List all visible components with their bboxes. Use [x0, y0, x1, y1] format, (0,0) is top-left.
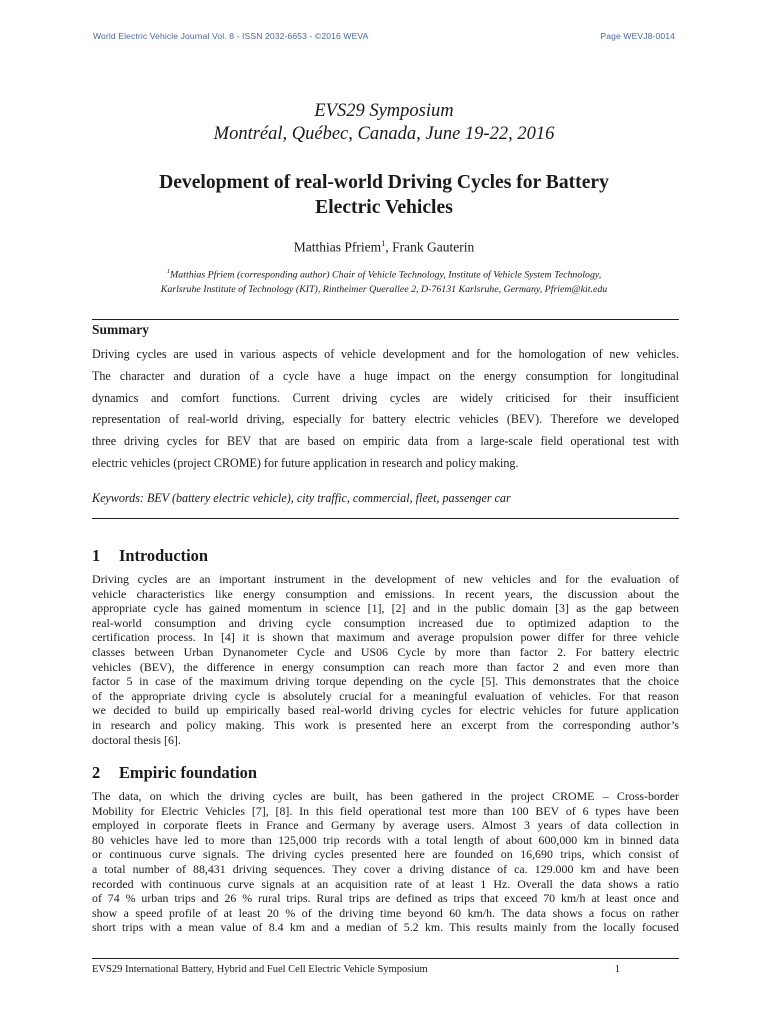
body-line: a total number of 88,431 driving sequences. They cover a driving distance of ca. 129.000 km and have been — [92, 861, 679, 876]
summary-heading: Summary — [92, 322, 149, 337]
body-line: Mobility for Electric Vehicles [7], [8]. In this field operational test more than 100 BEV of 6 types have been — [92, 803, 679, 818]
body-line: or continuous curve signals. The driving cycles presented here are founded on 16,690 trips, which consist of — [92, 847, 679, 862]
body-line: Driving cycles are an important instrument in the development of new vehicles and for the evaluation of — [92, 572, 679, 586]
affiliation-line-2: Karlsruhe Institute of Technology (KIT), Rintheimer Querallee 2, D-76131 Karlsruhe, Germany, Pfriem@kit.edu — [160, 284, 608, 296]
author-1-mark: 1 — [381, 238, 386, 248]
affiliation-mark: 1 — [166, 268, 171, 275]
section-2-body — [92, 789, 679, 935]
page-id: Page WEVJ8-0014 — [600, 31, 675, 41]
summary-text — [92, 344, 679, 475]
body-line: real-world consumption and driving cycle consumption increased due to optimized adaption to the — [92, 615, 679, 630]
body-line: appropriate cycle has gained momentum in science [1], [2] and in the public domain [3] as the gap between — [92, 601, 679, 616]
running-header — [93, 31, 675, 45]
body-line: recorded with continuous curve signals at an acquisition rate of at least 1 Hz. Overall the data shows a ratio — [92, 876, 679, 891]
conference-location-date: Montréal, Québec, Canada, June 19-22, 2016 — [213, 124, 555, 144]
body-line: factor 5 in case of the maximum driving torque depending on the cycle [5]. This demonstrates that the choice — [92, 674, 679, 689]
section-1-title: Introduction — [119, 546, 208, 565]
body-line: doctoral thesis [6]. — [92, 732, 181, 747]
footer-text: EVS29 International Battery, Hybrid and Fuel Cell Electric Vehicle Symposium — [92, 964, 428, 975]
summary-top-rule — [92, 319, 679, 320]
author-1: Matthias Pfriem — [293, 239, 382, 255]
keywords: Keywords: BEV (battery electric vehicle), city traffic, commercial, fleet, passenger car — [92, 491, 511, 505]
title-line-2: Electric Vehicles — [315, 197, 453, 218]
section-1-heading — [92, 546, 208, 566]
footer-rule — [92, 958, 679, 959]
page-number: 1 — [614, 964, 620, 975]
body-line: classes between Urban Dynanometer Cycle and US06 Cycle by more than factor 2. For battery electric — [92, 644, 679, 659]
paper-title — [92, 170, 676, 220]
title-line-1: Development of real-world Driving Cycles for Battery — [159, 172, 609, 193]
section-1-number: 1 — [92, 546, 101, 565]
summary-line: three driving cycles for BEV that are based on empiric data from a large-scale field operational test with — [92, 434, 679, 449]
body-line: in research and policy making. This work is presented here an excerpt from the corresponding author’s — [92, 717, 679, 732]
body-line: vehicle characteristics like energy consumption and emissions. In recent years, the discussion about the — [92, 586, 679, 601]
section-2-number: 2 — [92, 763, 101, 782]
affiliation-line-1: Matthias Pfriem (corresponding author) Chair of Vehicle Technology, Institute of Vehicle System Technology, — [170, 269, 602, 281]
summary-line: representation of real-world driving, especially for battery electric vehicles (BEV). Therefore we developed — [92, 412, 679, 427]
conference-name: EVS29 Symposium — [314, 101, 454, 121]
summary-bottom-rule — [92, 518, 679, 519]
affiliation — [92, 264, 676, 297]
body-line: show a speed profile of at least 20 % of the driving time beyond 60 km/h. The data shows a focus on rather — [92, 905, 679, 920]
summary-line: electric vehicles (project CROME) for future application in research and policy making. — [92, 455, 519, 470]
section-2-title: Empiric foundation — [119, 763, 257, 782]
author-list — [0, 238, 768, 256]
body-line: employed in corporate fleets in France and Germany by average users. Almost 3 years of data collection in — [92, 818, 679, 833]
summary-line: dynamics and comfort functions. Current driving cycles are widely criticised for their insufficient — [92, 390, 679, 405]
body-line: short trips with a mean value of 8.4 km and a median of 5.2 km. This results mainly from the locally focused — [92, 920, 679, 935]
page-footer — [92, 961, 679, 975]
summary-line: Driving cycles are used in various aspects of vehicle development and for the homologation of new vehicles. — [92, 347, 679, 361]
journal-line: World Electric Vehicle Journal Vol. 8 - ISSN 2032-6653 - ©2016 WEVA — [93, 31, 369, 41]
author-2: , Frank Gauterin — [385, 239, 475, 255]
body-line: 80 vehicles have led to more than 125,000 trip records with a total length of about 600,000 km in binned data — [92, 832, 679, 847]
section-1-body — [92, 572, 679, 747]
body-line: certification process. In [4] it is shown that maximum and average propulsion power differ for three vehicle — [92, 630, 679, 645]
conference-info — [0, 100, 768, 146]
body-line: vehicles (BEV), the difference in energy consumption can reach more than factor 2 and even more than — [92, 659, 679, 674]
body-line: of 74 % urban trips and 26 % rural trips. Rural trips are defined as trips that exceed 70 km/h at least once and — [92, 891, 679, 906]
body-line: of the appropriate driving cycle is absolutely crucial for a meaningful evaluation of vehicles. For that reason — [92, 688, 679, 703]
body-line: The data, on which the driving cycles are built, has been gathered in the project CROME – Cross-border — [92, 789, 679, 803]
body-line: we decided to build up empirically based real-world driving cycles for electric vehicles for future application — [92, 703, 679, 718]
summary-line: The character and duration of a cycle have a huge impact on the energy consumption for longitudinal — [92, 368, 679, 383]
section-2-heading — [92, 763, 257, 783]
